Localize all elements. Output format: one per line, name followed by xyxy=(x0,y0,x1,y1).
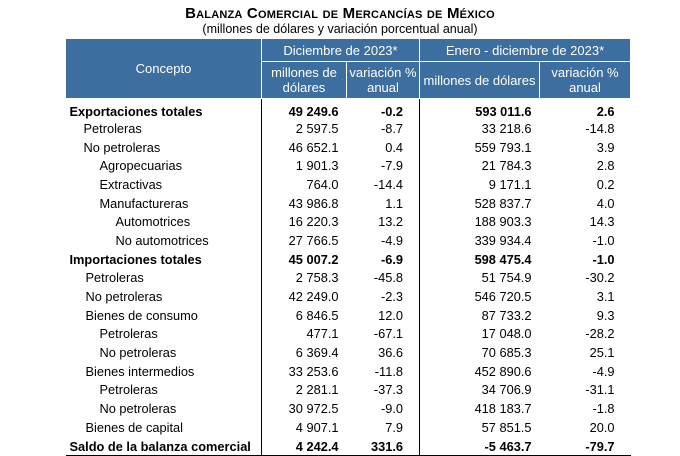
row-ene-variacion: 9.3 xyxy=(596,307,615,323)
header-dic-millones: millones de dólares xyxy=(262,62,347,99)
table-row xyxy=(66,119,631,138)
row-dic-variacion: -6.9 xyxy=(347,250,420,269)
row-ene-millones: 339 934.4 xyxy=(474,232,532,248)
row-dic-variacion: -11.8 xyxy=(347,362,420,381)
row-concepto: No automotrices xyxy=(66,231,262,250)
row-ene-variacion: -14.8 xyxy=(585,120,615,136)
row-ene-variacion: 4.0 xyxy=(596,195,615,211)
row-concepto: Exportaciones totales xyxy=(66,99,262,120)
row-dic-millones: 1 901.3 xyxy=(295,158,339,174)
row-dic-variacion: -0.2 xyxy=(347,99,420,120)
row-ene-variacion: -1.0 xyxy=(592,251,615,267)
row-dic-variacion: 13.2 xyxy=(347,212,420,231)
row-concepto: Manufactureras xyxy=(66,194,262,213)
row-dic-variacion: -9.0 xyxy=(347,399,420,418)
row-dic-millones: 27 766.5 xyxy=(288,232,339,248)
row-dic-millones: 4 907.1 xyxy=(295,419,339,435)
row-concepto: Petroleras xyxy=(66,269,262,288)
row-dic-millones: 764.0 xyxy=(306,176,339,192)
row-ene-millones: 17 048.0 xyxy=(481,326,532,342)
row-concepto: No petroleras xyxy=(66,343,262,362)
header-enero-diciembre: Enero - diciembre de 2023* xyxy=(420,39,631,62)
table-subtitle: (millones de dólares y variación porcentual anual) xyxy=(202,22,478,36)
row-ene-millones: 528 837.7 xyxy=(474,195,532,211)
header-dic-variacion: variación % anual xyxy=(347,62,420,99)
row-dic-variacion: 12.0 xyxy=(347,306,420,325)
row-dic-variacion: 7.9 xyxy=(347,418,420,437)
header-concepto: Concepto xyxy=(66,39,262,99)
row-dic-variacion: 331.6 xyxy=(347,437,420,456)
row-ene-millones: 57 851.5 xyxy=(481,419,532,435)
row-dic-millones: 2 597.5 xyxy=(295,120,339,136)
trade-balance-table xyxy=(65,38,631,456)
row-ene-millones: 70 685.3 xyxy=(481,345,532,361)
row-ene-variacion: 14.3 xyxy=(589,214,615,230)
row-dic-millones: 43 986.8 xyxy=(288,195,339,211)
row-ene-variacion: 2.8 xyxy=(596,158,615,174)
row-dic-variacion: -37.3 xyxy=(347,381,420,400)
row-dic-variacion: 1.1 xyxy=(347,194,420,213)
row-ene-variacion: -30.2 xyxy=(585,270,615,286)
row-ene-variacion: -1.8 xyxy=(592,401,615,417)
row-ene-millones: -5 463.7 xyxy=(420,437,540,456)
row-dic-millones: 4 242.4 xyxy=(262,437,347,456)
row-concepto: Bienes de capital xyxy=(66,418,262,437)
table-row xyxy=(66,231,631,250)
table-row xyxy=(66,175,631,194)
row-dic-variacion: -67.1 xyxy=(347,325,420,344)
row-dic-variacion: -7.9 xyxy=(347,156,420,175)
table-row xyxy=(66,418,631,437)
row-concepto: No petroleras xyxy=(66,138,262,157)
row-dic-millones: 42 249.0 xyxy=(288,289,339,305)
row-ene-millones: 34 706.9 xyxy=(481,382,532,398)
row-dic-millones: 45 007.2 xyxy=(288,251,339,267)
row-dic-millones: 33 253.6 xyxy=(288,363,339,379)
row-dic-variacion: -8.7 xyxy=(347,119,420,138)
table-row xyxy=(66,325,631,344)
row-ene-millones: 9 171.1 xyxy=(488,176,532,192)
header-ene-millones: millones de dólares xyxy=(420,62,540,99)
row-ene-variacion: 25.1 xyxy=(589,345,615,361)
row-ene-millones: 33 218.6 xyxy=(481,120,532,136)
row-dic-millones: 16 220.3 xyxy=(288,214,339,230)
row-ene-variacion: -1.0 xyxy=(592,232,615,248)
row-dic-millones: 30 972.5 xyxy=(288,401,339,417)
row-ene-variacion: -4.9 xyxy=(592,363,615,379)
row-dic-variacion: 36.6 xyxy=(347,343,420,362)
table-row xyxy=(66,343,631,362)
row-ene-variacion: 0.2 xyxy=(596,176,615,192)
row-ene-millones: 546 720.5 xyxy=(474,289,532,305)
row-ene-millones: 51 754.9 xyxy=(481,270,532,286)
table-row xyxy=(66,381,631,400)
row-ene-millones: 559 793.1 xyxy=(474,139,532,155)
table-row xyxy=(66,156,631,175)
row-concepto: Petroleras xyxy=(66,325,262,344)
row-concepto: Importaciones totales xyxy=(66,250,262,269)
row-concepto: Petroleras xyxy=(66,381,262,400)
row-ene-variacion: 20.0 xyxy=(589,419,615,435)
row-dic-variacion: -4.9 xyxy=(347,231,420,250)
table-row xyxy=(66,138,631,157)
row-concepto: Extractivas xyxy=(66,175,262,194)
row-ene-variacion: -31.1 xyxy=(585,382,615,398)
row-concepto: Bienes de consumo xyxy=(66,306,262,325)
row-concepto: Saldo de la balanza comercial xyxy=(66,437,262,456)
table-row xyxy=(66,306,631,325)
row-ene-variacion: 2.6 xyxy=(540,99,631,120)
row-dic-millones: 477.1 xyxy=(306,326,339,342)
table-title: Balanza Comercial de Mercancías de México xyxy=(185,5,495,22)
row-ene-millones: 593 011.6 xyxy=(420,99,540,120)
row-concepto: Petroleras xyxy=(66,119,262,138)
table-row xyxy=(66,269,631,288)
header-diciembre: Diciembre de 2023* xyxy=(262,39,420,62)
row-concepto: Automotrices xyxy=(66,212,262,231)
row-ene-variacion: -28.2 xyxy=(585,326,615,342)
table-row xyxy=(66,212,631,231)
row-ene-millones: 188 903.3 xyxy=(474,214,532,230)
row-ene-variacion: 3.1 xyxy=(596,289,615,305)
row-ene-millones: 452 890.6 xyxy=(474,363,532,379)
table-row xyxy=(66,194,631,213)
row-dic-millones: 6 369.4 xyxy=(295,345,339,361)
row-ene-millones: 418 183.7 xyxy=(474,401,532,417)
row-concepto: No petroleras xyxy=(66,399,262,418)
row-ene-variacion: -79.7 xyxy=(540,437,631,456)
header-ene-variacion: variación % anual xyxy=(540,62,631,99)
table-row xyxy=(66,287,631,306)
row-dic-variacion: 0.4 xyxy=(347,138,420,157)
row-dic-millones: 46 652.1 xyxy=(288,139,339,155)
row-ene-millones: 21 784.3 xyxy=(481,158,532,174)
row-concepto: Agropecuarias xyxy=(66,156,262,175)
row-ene-variacion: 3.9 xyxy=(596,139,615,155)
row-ene-millones: 87 733.2 xyxy=(481,307,532,323)
row-dic-variacion: -14.4 xyxy=(347,175,420,194)
row-dic-millones: 49 249.6 xyxy=(262,99,347,120)
table-row xyxy=(66,362,631,381)
table-row xyxy=(66,399,631,418)
row-dic-millones: 6 846.5 xyxy=(295,307,339,323)
row-ene-millones: 598 475.4 xyxy=(474,251,532,267)
row-concepto: No petroleras xyxy=(66,287,262,306)
row-dic-variacion: -2.3 xyxy=(347,287,420,306)
table-row xyxy=(66,250,631,269)
row-dic-variacion: -45.8 xyxy=(347,269,420,288)
table-row xyxy=(66,99,631,120)
row-concepto: Bienes intermedios xyxy=(66,362,262,381)
table-row xyxy=(66,437,631,456)
row-dic-millones: 2 758.3 xyxy=(295,270,339,286)
row-dic-millones: 2 281.1 xyxy=(295,382,339,398)
